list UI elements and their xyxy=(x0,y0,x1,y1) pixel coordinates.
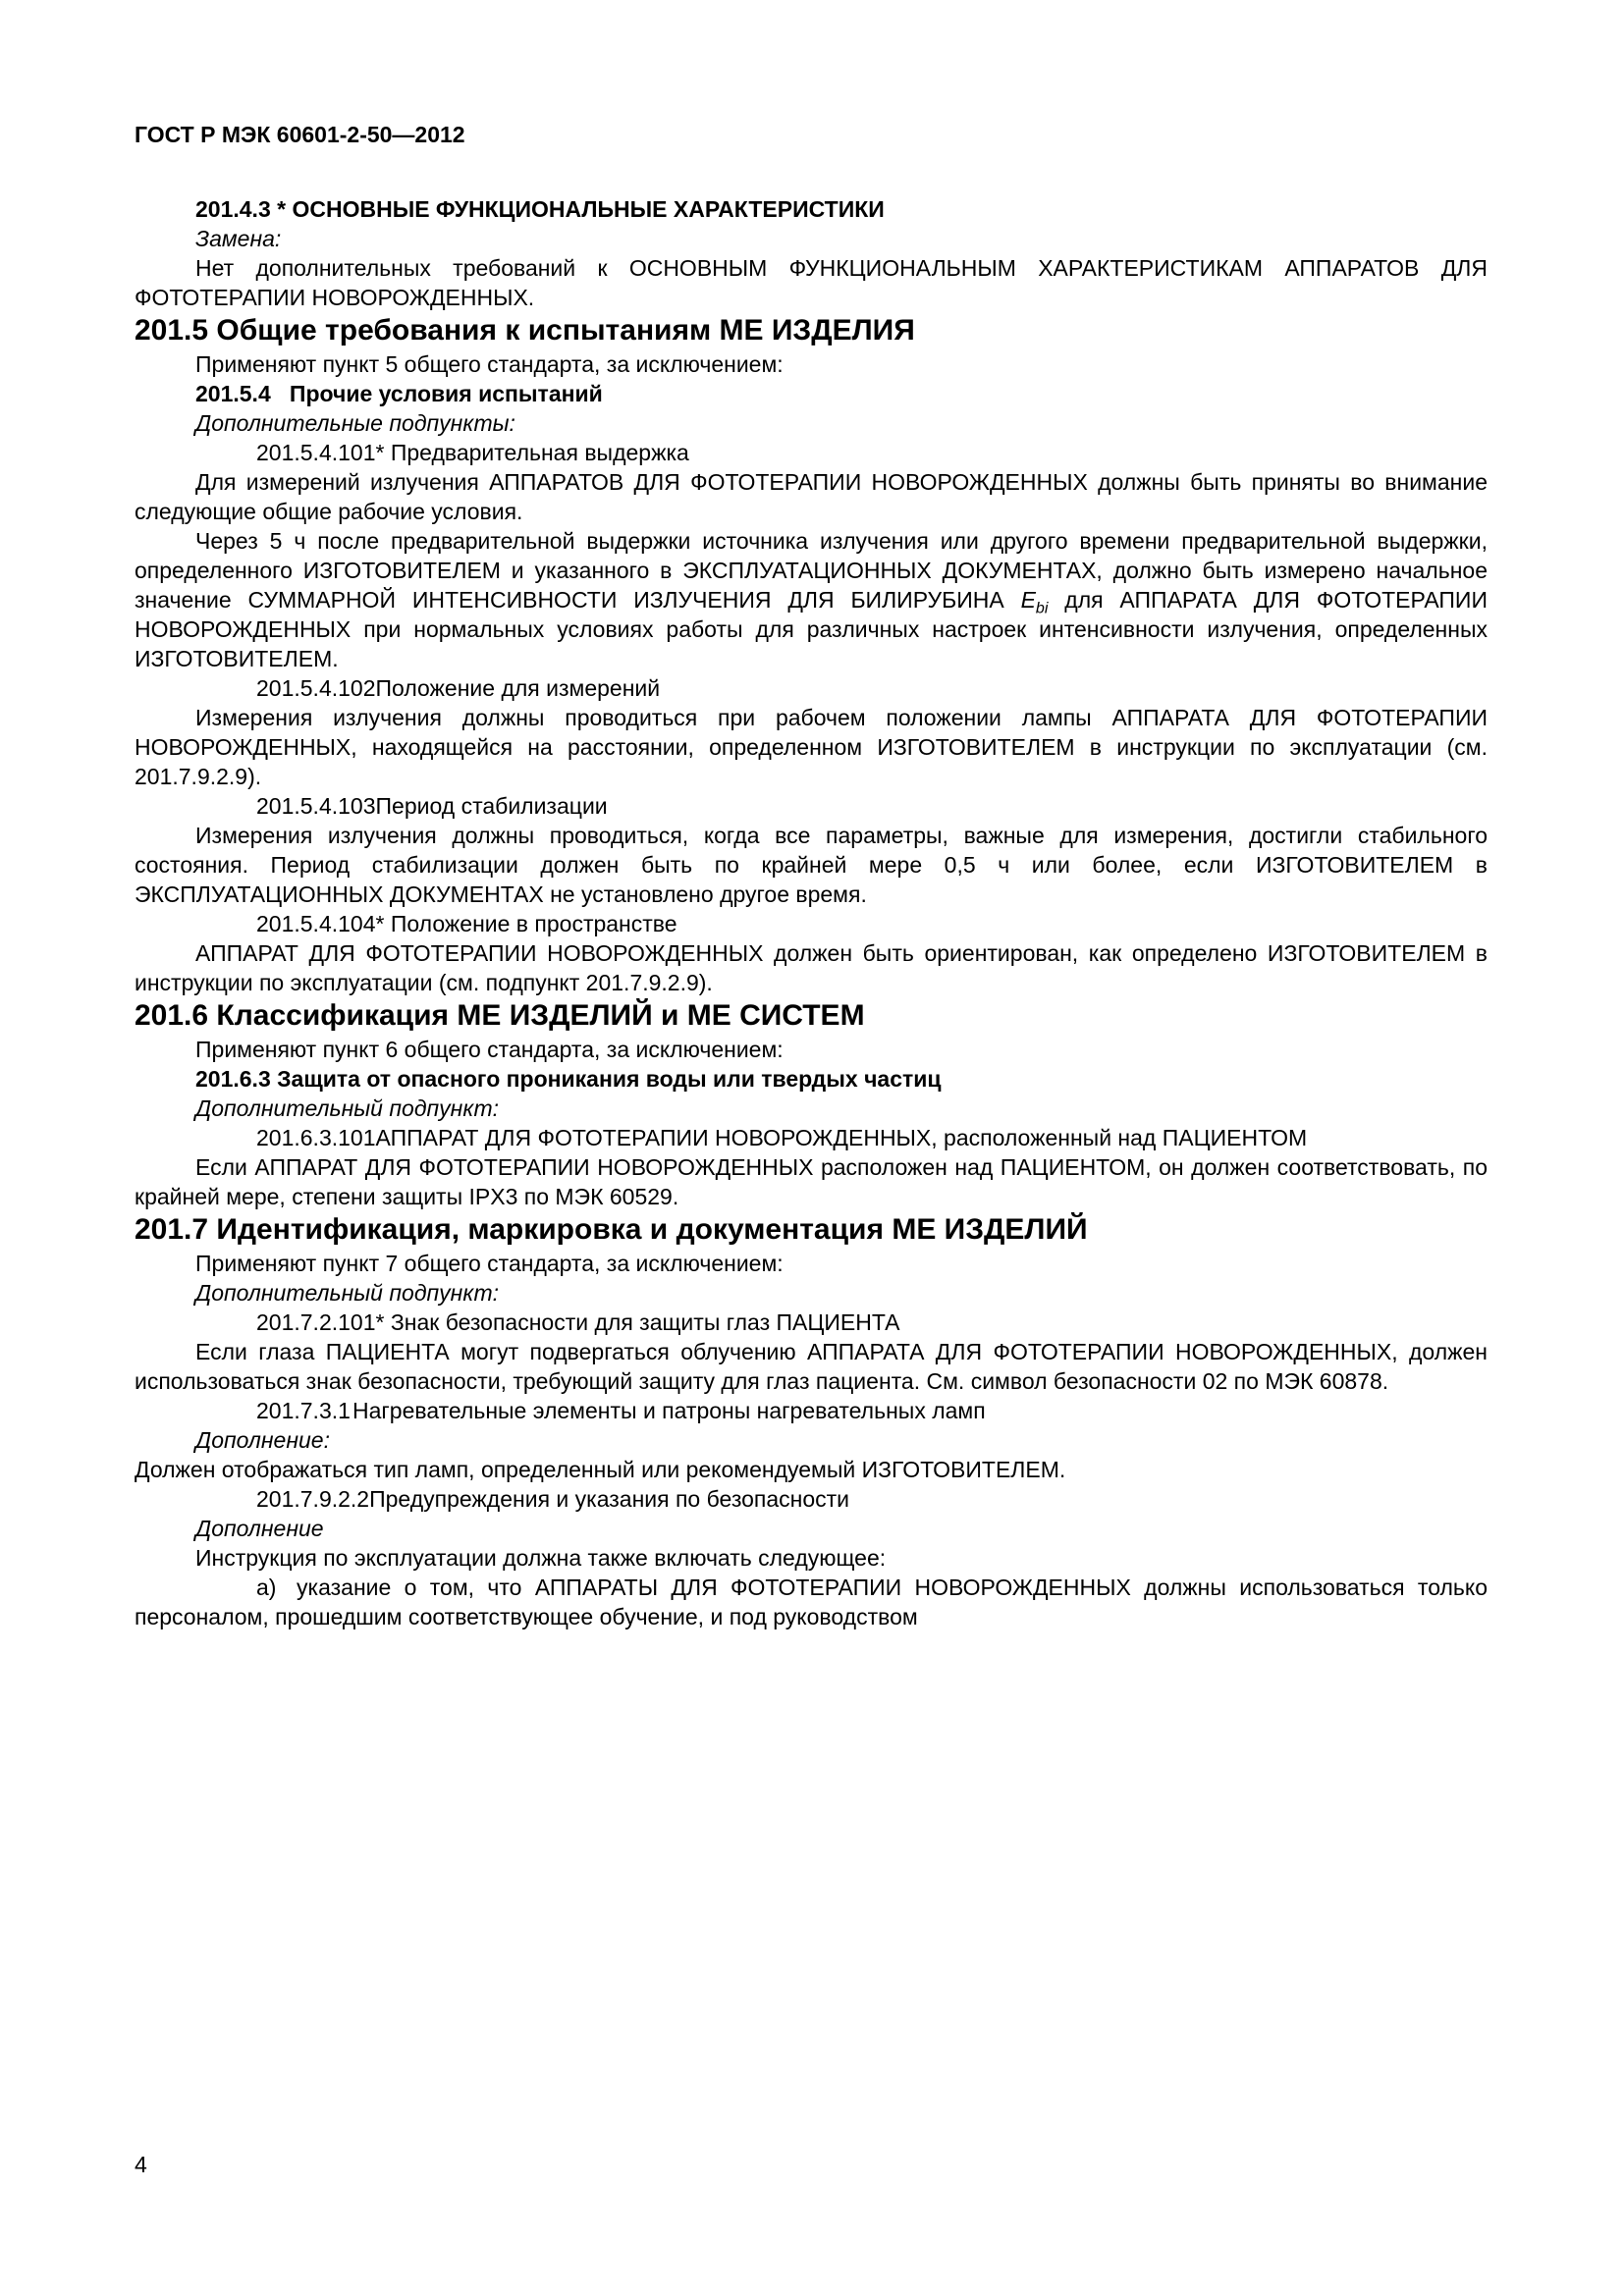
clause-title: * Предварительная выдержка xyxy=(375,440,689,465)
clause-number: 201.5.4.104 xyxy=(256,911,376,936)
body-paragraph: Измерения излучения должны проводиться, когда все параметры, важные для измерения, достигли стабильного состояния. Период стабилизации должен быть по крайней мере 0,5 ч или более, если ИЗГОТОВИТЕЛЕМ в ЭКСПЛУАТАЦИОННЫХ ДОКУМЕНТАХ не установлено другое время. xyxy=(135,823,1488,907)
clause-number: 201.6.3.101 xyxy=(256,1125,376,1150)
plain-indent-paragraph: Применяют пункт 6 общего стандарта, за исключением: xyxy=(195,1037,784,1062)
clause-201.5.4.104 xyxy=(135,909,1488,938)
plain-indent-paragraph: Применяют пункт 5 общего стандарта, за исключением: xyxy=(195,351,784,377)
document-header: ГОСТ Р МЭК 60601-2-50—2012 xyxy=(135,122,465,147)
body-paragraph: Если АППАРАТ ДЛЯ ФОТОТЕРАПИИ НОВОРОЖДЕННЫХ расположен над ПАЦИЕНТОМ, он должен соответствовать, по крайней мере, степени защиты IPX3 по МЭК 60529. xyxy=(135,1154,1488,1209)
clause-title: АППАРАТ ДЛЯ ФОТОТЕРАПИИ НОВОРОЖДЕННЫХ, расположенный над ПАЦИЕНТОМ xyxy=(375,1125,1308,1150)
clause-title: Положение для измерений xyxy=(375,675,661,701)
clause-number: 201.5.4.103 xyxy=(256,793,376,819)
clause-201.5.4.103 xyxy=(135,791,1488,821)
clause-title: Нагревательные элементы и патроны нагревательных ламп xyxy=(352,1398,986,1423)
plain-paragraph: Должен отображаться тип ламп, определенный или рекомендуемый ИЗГОТОВИТЕЛЕМ. xyxy=(135,1457,1066,1482)
italic-paragraph: Дополнительный подпункт: xyxy=(195,1095,500,1121)
clause-201.7.3.1 xyxy=(135,1396,1488,1425)
plain-indent-paragraph: Применяют пункт 7 общего стандарта, за исключением: xyxy=(195,1251,784,1276)
change-note: Замена: xyxy=(195,226,282,251)
clause-title: Период стабилизации xyxy=(375,793,608,819)
clause-title: * Знак безопасности для защиты глаз ПАЦИЕНТА xyxy=(375,1309,900,1335)
text-run: bi xyxy=(1035,599,1049,617)
clause-201-4-3-heading: 201.4.3 * ОСНОВНЫЕ ФУНКЦИОНАЛЬНЫЕ ХАРАКТЕРИСТИКИ xyxy=(195,196,885,222)
body-paragraph xyxy=(135,526,1488,673)
clause-number: 201.7.2.101 xyxy=(256,1309,376,1335)
section-201-7-heading: 201.7 Идентификация, маркировка и документация МЕ ИЗДЕЛИЙ xyxy=(135,1213,1088,1246)
body-paragraph: Для измерений излучения АППАРАТОВ ДЛЯ ФОТОТЕРАПИИ НОВОРОЖДЕННЫХ должны быть приняты во внимание следующие общие рабочие условия. xyxy=(135,469,1488,524)
body-paragraph: Измерения излучения должны проводиться при рабочем положении лампы АППАРАТА ДЛЯ ФОТОТЕРАПИИ НОВОРОЖДЕННЫХ, находящейся на расстоянии, определенном ИЗГОТОВИТЕЛЕМ в инструкции по эксплуатации (см. 201.7.9.2.9). xyxy=(135,705,1488,789)
clause-number: а) xyxy=(256,1575,277,1600)
section-201-6-heading: 201.6 Классификация МЕ ИЗДЕЛИЙ и МЕ СИСТЕМ xyxy=(135,999,865,1032)
clause-title: Предупреждения и указания по безопасности xyxy=(369,1486,850,1512)
text-run: для АППАРАТА ДЛЯ ФОТОТЕРАПИИ НОВОРОЖДЕННЫХ при нормальных условиях работы для различных настроек интенсивности излучения, определенных ИЗГОТОВИТЕЛЕМ. xyxy=(135,587,1488,671)
clause-number: 201.5.4.101 xyxy=(256,440,376,465)
clause-201.7.9.2.2 xyxy=(135,1484,1488,1514)
italic-paragraph: Дополнение: xyxy=(195,1427,330,1453)
page-number: 4 xyxy=(135,2152,147,2177)
clause-number: 201.7.9.2.2 xyxy=(256,1486,370,1512)
clause-number: 201.7.3.1 xyxy=(256,1398,351,1423)
clause-201.7.2.101 xyxy=(135,1308,1488,1337)
plain-indent-paragraph: Инструкция по эксплуатации должна также включать следующее: xyxy=(195,1545,887,1571)
clause-201-5-4-heading: 201.5.4 Прочие условия испытаний xyxy=(195,381,603,406)
body-paragraph: Нет дополнительных требований к ОСНОВНЫМ ФУНКЦИОНАЛЬНЫМ ХАРАКТЕРИСТИКАМ АППАРАТОВ ДЛЯ ФОТОТЕРАПИИ НОВОРОЖДЕННЫХ. xyxy=(135,255,1488,310)
list-item-a xyxy=(135,1573,1488,1631)
section-201-5-heading: 201.5 Общие требования к испытаниям МЕ ИЗДЕЛИЯ xyxy=(135,314,915,347)
italic-paragraph: Дополнительные подпункты: xyxy=(195,410,515,436)
text-run: E xyxy=(1020,587,1036,613)
clause-title: * Положение в пространстве xyxy=(375,911,677,936)
clause-title: указание о том, что АППАРАТЫ ДЛЯ ФОТОТЕРАПИИ НОВОРОЖДЕННЫХ должны использоваться только персоналом, прошедшим соответствующее обучение, и под руководством xyxy=(135,1575,1488,1629)
clause-number: 201.5.4.102 xyxy=(256,675,376,701)
body-paragraph: Если глаза ПАЦИЕНТА могут подвергаться облучению АППАРАТА ДЛЯ ФОТОТЕРАПИИ НОВОРОЖДЕННЫХ, должен использоваться знак безопасности, требующий защиту для глаз пациента. См. символ безопасности 02 по МЭК 60878. xyxy=(135,1339,1488,1394)
clause-201.5.4.102 xyxy=(135,673,1488,703)
clause-201.5.4.101 xyxy=(135,438,1488,467)
text-run: Через 5 ч после предварительной выдержки источника излучения или другого времени предварительной выдержки, определенного ИЗГОТОВИТЕЛЕМ и указанного в ЭКСПЛУАТАЦИОННЫХ ДОКУМЕНТАХ, должно быть измерено начальное значение СУММАРНОЙ ИНТЕНСИВНОСТИ ИЗЛУЧЕНИЯ ДЛЯ БИЛИРУБИНА xyxy=(135,528,1488,613)
clause-201-6-3-heading: 201.6.3 Защита от опасного проникания воды или твердых частиц xyxy=(195,1066,942,1092)
italic-paragraph: Дополнение xyxy=(195,1516,324,1541)
body-paragraph: АППАРАТ ДЛЯ ФОТОТЕРАПИИ НОВОРОЖДЕННЫХ должен быть ориентирован, как определено ИЗГОТОВИТЕЛЕМ в инструкции по эксплуатации (см. подпункт 201.7.9.2.9). xyxy=(135,940,1488,995)
clause-201.6.3.101 xyxy=(135,1123,1488,1152)
document-body xyxy=(135,194,1488,1631)
italic-paragraph: Дополнительный подпункт: xyxy=(195,1280,500,1306)
